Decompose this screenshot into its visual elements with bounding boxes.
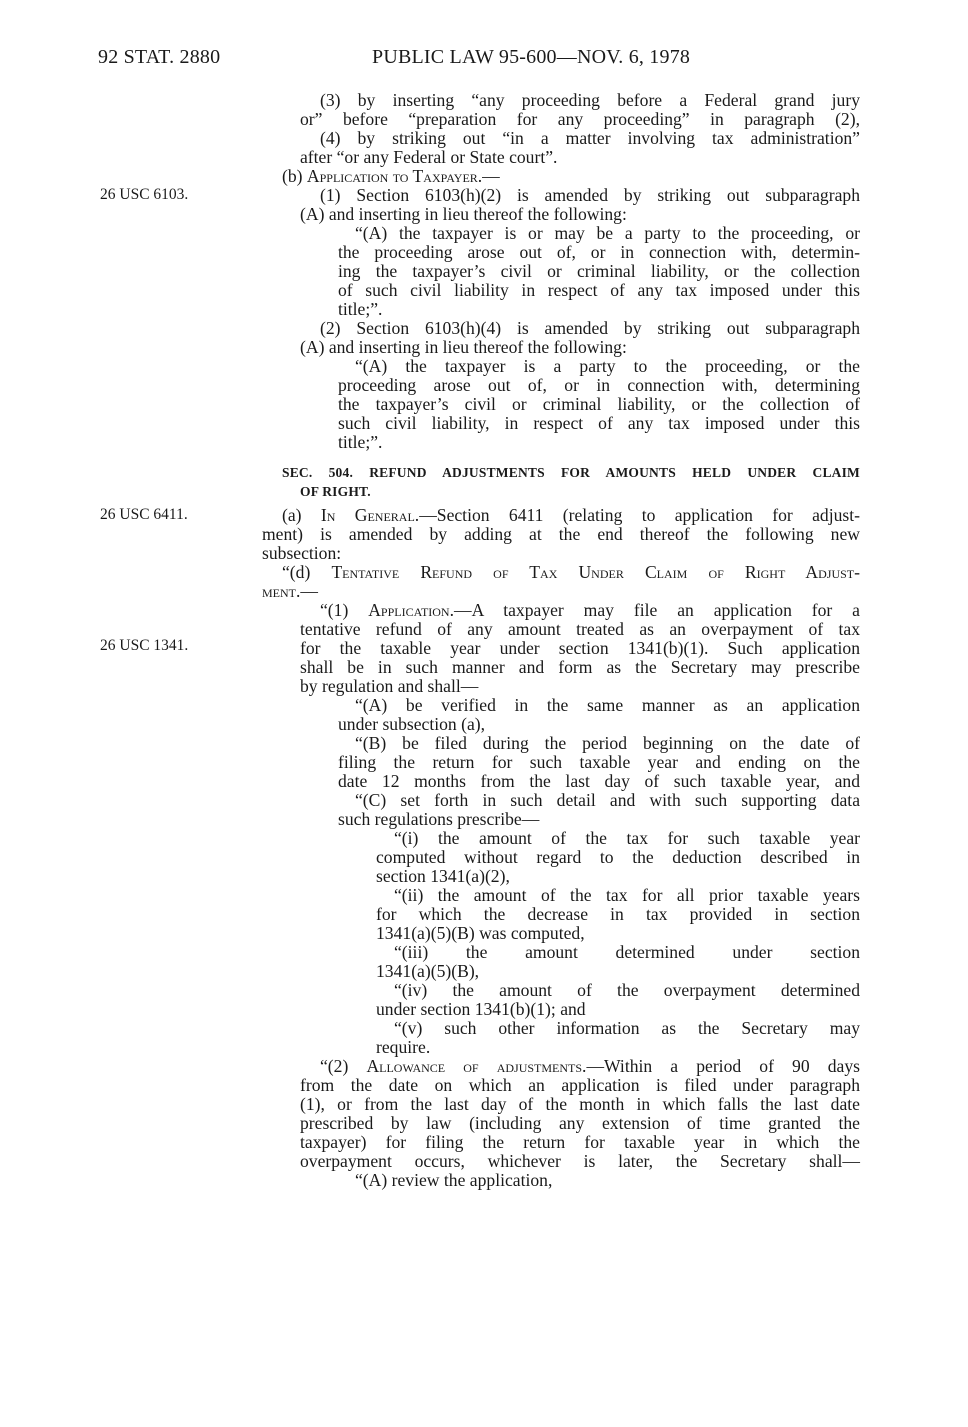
text-line: “(A) the taxpayer is or may be a party to the proceeding, or [355,223,860,243]
text-line: after “or any Federal or State court”. [300,147,558,167]
text-line: (2) Section 6103(h)(4) is amended by striking out subparagraph [320,318,860,338]
text-line: title;”. [338,432,383,452]
text-line: “(A) the taxpayer is a party to the proceeding, or the [355,356,860,376]
text-line: (A) and inserting in lieu thereof the following: [300,337,627,357]
text-line: 1341(a)(5)(B), [376,961,480,981]
text-line: from the date on which an application is filed under paragraph [300,1075,860,1095]
subsection-heading: “(d) Tentative Refund of Tax Under Claim of Right Adjust- [282,562,860,582]
text-line: “(C) set forth in such detail and with such supporting data [355,790,860,810]
text-line: ing the taxpayer’s civil or criminal liability, or the collection [338,261,860,281]
text-line: (4) by striking out “in a matter involving tax administration” [320,128,860,148]
text-line: by regulation and shall— [300,676,479,696]
text-line: (3) by inserting “any proceeding before a Federal grand jury [320,90,860,110]
text-line: “(ii) the amount of the tax for all prior taxable years [394,885,860,905]
text-line: (A) and inserting in lieu thereof the following: [300,204,627,224]
text-line: overpayment occurs, whichever is later, the Secretary shall— [300,1151,860,1171]
text-line: “(A) review the application, [355,1170,553,1190]
text-line: for which the decrease in tax provided in section [376,904,860,924]
text-line: “(i) the amount of the tax for such taxable year [394,828,860,848]
text-line: “(2) Allowance of adjustments.—Within a period of 90 days [320,1056,860,1076]
subsection-heading: ment.— [262,581,318,601]
margin-citation: 26 USC 1341. [100,637,189,654]
text-line: of such civil liability in respect of any tax imposed under this [338,280,860,300]
subsection-heading: (b) Application to Taxpayer.— [282,166,500,186]
section-heading: OF RIGHT. [300,484,371,499]
text-line: such regulations prescribe— [338,809,540,829]
margin-citation: 26 USC 6411. [100,506,188,523]
text-line: filing the return for such taxable year and ending on the [338,752,860,772]
text-line: (1), or from the last day of the month in which falls the last date [300,1094,860,1114]
text-line: prescribed by law (including any extension of time granted the [300,1113,860,1133]
text-line: subsection: [262,543,342,563]
text-line: computed without regard to the deduction described in [376,847,860,867]
text-line: ment) is amended by adding at the end thereof the following new [262,524,860,544]
margin-citation: 26 USC 6103. [100,186,189,203]
text-line: or” before “preparation for any proceeding” in paragraph (2), [300,109,860,129]
text-line: for the taxable year under section 1341(b)(1). Such application [300,638,860,658]
section-heading: SEC. 504. REFUND ADJUSTMENTS FOR AMOUNTS HELD UNDER CLAIM [282,465,860,480]
text-line: proceeding arose out of, or in connection with, determining [338,375,860,395]
text-line: the taxpayer’s civil or criminal liability, or the collection of [338,394,860,414]
text-line: shall be in such manner and form as the Secretary may prescribe [300,657,860,677]
text-line: title;”. [338,299,383,319]
text-line: “(B) be filed during the period beginning on the date of [355,733,860,753]
text-line: tentative refund of any amount treated as an overpayment of tax [300,619,860,639]
page-title: PUBLIC LAW 95-600—NOV. 6, 1978 [372,46,691,68]
text-line: 1341(a)(5)(B) was computed, [376,923,585,943]
page-reference: 92 STAT. 2880 [98,46,221,68]
text-line: (a) In General.—Section 6411 (relating to application for adjust- [282,505,860,525]
text-line: “(1) Application.—A taxpayer may file an application for a [320,600,860,620]
text-line: date 12 months from the last day of such taxable year, and [338,771,860,791]
text-line: section 1341(a)(2), [376,866,510,886]
text-line: “(v) such other information as the Secretary may [394,1018,860,1038]
text-line: “(iii) the amount determined under section [394,942,860,962]
text-line: (1) Section 6103(h)(2) is amended by striking out subparagraph [320,185,860,205]
text-line: the proceeding arose out of, or in connection with, determin- [338,242,860,262]
text-line: “(iv) the amount of the overpayment determined [394,980,860,1000]
text-line: under subsection (a), [338,714,486,734]
text-line: such civil liability, in respect of any tax imposed under this [338,413,860,433]
text-line: require. [376,1037,431,1057]
text-line: under section 1341(b)(1); and [376,999,586,1019]
text-line: “(A) be verified in the same manner as an application [355,695,860,715]
text-line: taxpayer) for filing the return for taxable year in which the [300,1132,860,1152]
